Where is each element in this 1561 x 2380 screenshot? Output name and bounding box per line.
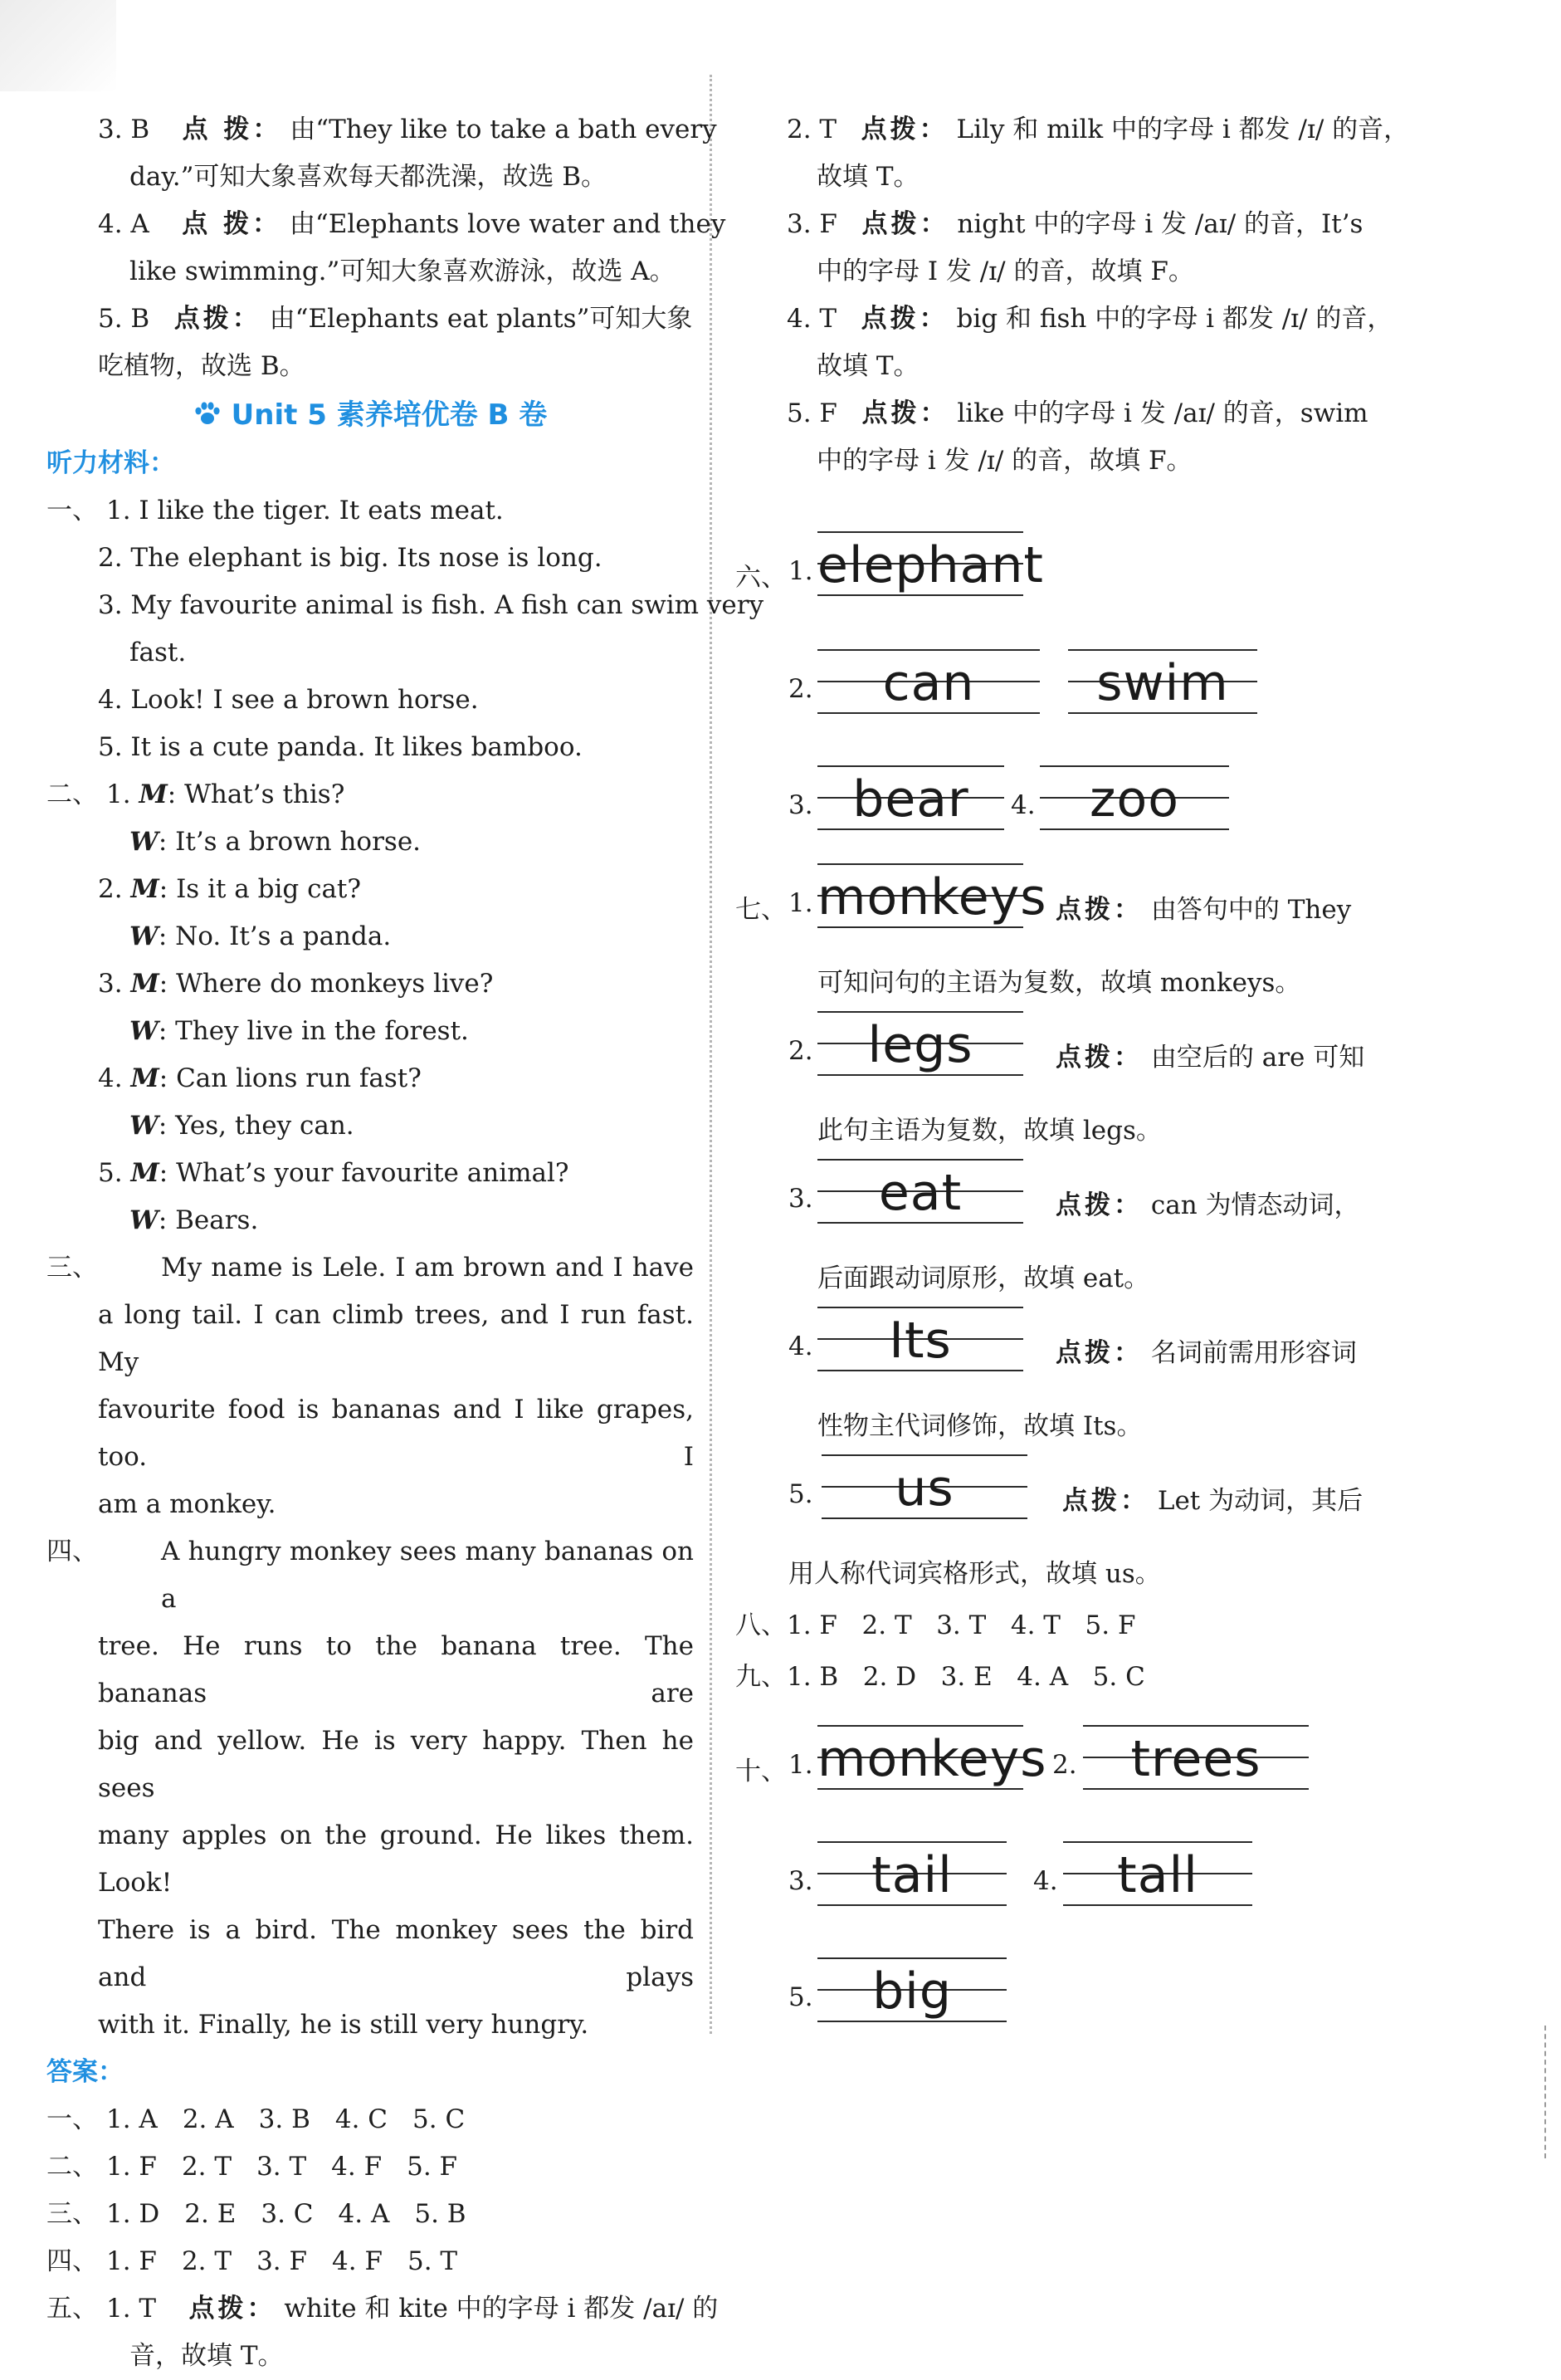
answer-line bbox=[46, 106, 717, 154]
passage-line: many apples on the ground. He likes them. Look! bbox=[98, 1820, 694, 1898]
hint-text: 由“Elephants love water and they bbox=[289, 209, 726, 239]
item-number: 1. bbox=[788, 888, 813, 918]
page-edge-mark bbox=[1544, 2026, 1551, 2158]
item-number: 3. bbox=[788, 1184, 813, 1214]
dialogue-line bbox=[46, 1102, 694, 1150]
handwritten-word: monkeys bbox=[817, 868, 1047, 926]
handwritten-word: eat bbox=[878, 1164, 963, 1222]
answer-item: 5. T bbox=[407, 2246, 458, 2276]
corner-scan-mark bbox=[0, 0, 116, 91]
answer-row-4 bbox=[46, 2238, 694, 2285]
writing-blank bbox=[817, 759, 1004, 852]
speaker-w: W bbox=[129, 1111, 159, 1141]
section-number: 三、 bbox=[46, 1253, 98, 1283]
section-title-text: Unit 5 素养培优卷 B 卷 bbox=[231, 398, 548, 432]
dialogue-line bbox=[46, 960, 694, 1008]
hint-keyword: 点拨： bbox=[188, 2294, 276, 2324]
writing-blank bbox=[817, 1951, 1007, 2044]
item-number: 1. bbox=[788, 556, 813, 586]
section-title bbox=[46, 390, 694, 440]
answer-number: 5. B bbox=[98, 304, 150, 334]
answer-item: 2. E bbox=[184, 2199, 237, 2229]
answer-line bbox=[735, 390, 1399, 437]
hint-keyword: 点拨： bbox=[1056, 895, 1143, 925]
item-number: 2. bbox=[98, 874, 123, 904]
hint-text: like 中的字母 i 发 /aɪ/ 的音，swim bbox=[957, 398, 1368, 428]
writing-blank bbox=[817, 857, 1047, 950]
writing-blank bbox=[822, 1448, 1027, 1541]
answer-item: 5. F bbox=[407, 2152, 458, 2182]
hint-keyword: 点拨： bbox=[173, 304, 261, 334]
dialogue-line bbox=[46, 1008, 694, 1055]
writing-blank bbox=[1083, 1718, 1309, 1811]
handwritten-word: trees bbox=[1130, 1730, 1261, 1788]
answer-line: day.”可知大象喜欢每天都洗澡，故选 B。 bbox=[129, 162, 607, 192]
section-1 bbox=[46, 487, 694, 535]
hint-keyword: 点拨： bbox=[1056, 1338, 1143, 1368]
passage-line: am a monkey. bbox=[98, 1489, 276, 1519]
answer-item: 1. F bbox=[787, 1610, 837, 1640]
hint-text: white 和 kite 中的字母 i 都发 /aɪ/ 的 bbox=[284, 2294, 719, 2324]
writing-blank bbox=[1063, 1835, 1252, 1928]
item-number: 3. bbox=[788, 1866, 813, 1896]
answer-item: 5. C bbox=[412, 2104, 466, 2134]
passage-line: big and yellow. He is very happy. Then he sees bbox=[98, 1726, 694, 1803]
column-divider bbox=[710, 75, 712, 2034]
listening-item: fast. bbox=[129, 638, 187, 667]
section-number: 十、 bbox=[735, 1757, 787, 1786]
item-number: 4. bbox=[788, 1332, 813, 1361]
left-column bbox=[46, 106, 764, 2380]
dialogue-text: : Can lions run fast? bbox=[159, 1063, 422, 1093]
speaker-m: M bbox=[139, 779, 168, 809]
answer-item: 4. A bbox=[338, 2199, 390, 2229]
answer-number: 2. T bbox=[787, 115, 837, 144]
answer-line bbox=[735, 296, 1399, 343]
dialogue-text: : No. It’s a panda. bbox=[158, 921, 392, 951]
answer-item: 1. D bbox=[106, 2199, 160, 2229]
item-number: 5. bbox=[788, 1982, 813, 2012]
section-number: 一、 bbox=[46, 496, 98, 525]
answer-number: 3. F bbox=[787, 209, 837, 239]
hint-keyword: 点拨： bbox=[1056, 1190, 1143, 1220]
answer-number: 4. T bbox=[787, 304, 837, 334]
section-4 bbox=[46, 1528, 694, 1623]
right-column bbox=[735, 106, 1410, 485]
paw-icon bbox=[193, 401, 222, 426]
speaker-w: W bbox=[129, 1205, 159, 1235]
handwritten-word: monkeys bbox=[817, 1730, 1047, 1788]
writing-blank bbox=[817, 643, 1040, 736]
writing-blank bbox=[817, 1718, 1047, 1811]
passage-line: tree. He runs to the banana tree. The bananas are bbox=[98, 1631, 694, 1708]
hint-line bbox=[1056, 1036, 1364, 1073]
dialogue-line bbox=[46, 913, 694, 960]
listening-label: 听力材料： bbox=[46, 448, 175, 478]
section-number: 三、 bbox=[46, 2199, 98, 2229]
section-number: 七、 bbox=[735, 895, 787, 925]
listening-item: 4. Look! I see a brown horse. bbox=[98, 685, 479, 715]
hint-keyword: 点拨： bbox=[861, 398, 949, 428]
item-number: 5. bbox=[98, 1158, 123, 1188]
answer-number: 3. B bbox=[98, 115, 150, 144]
hint-text: night 中的字母 i 发 /aɪ/ 的音，It’s bbox=[957, 209, 1363, 239]
hint-text: 用人称代词宾格形式，故填 us。 bbox=[788, 1559, 1161, 1589]
handwritten-word: big bbox=[872, 1962, 952, 2021]
hint-line bbox=[1062, 1479, 1363, 1517]
answer-line: like swimming.”可知大象喜欢游泳，故选 A。 bbox=[129, 257, 676, 286]
hint-keyword: 点 拨： bbox=[182, 115, 282, 144]
answer-number: 5. F bbox=[787, 398, 837, 428]
answer-item: 1. F bbox=[106, 2152, 157, 2182]
hint-text: big 和 fish 中的字母 i 都发 /ɪ/ 的音， bbox=[956, 304, 1393, 334]
handwritten-word: tail bbox=[871, 1846, 953, 1904]
item-number: 2. bbox=[788, 1036, 813, 1066]
passage-line: with it. Finally, he is still very hungry. bbox=[98, 2010, 589, 2040]
hint-text: Lily 和 milk 中的字母 i 都发 /ɪ/ 的音， bbox=[956, 115, 1410, 144]
hint-line bbox=[1056, 1184, 1360, 1221]
passage-line: a long tail. I can climb trees, and I run fast. My bbox=[98, 1300, 694, 1377]
listening-item: 5. It is a cute panda. It likes bamboo. bbox=[98, 732, 583, 762]
answer-item: 2. T bbox=[181, 2246, 232, 2276]
hint-keyword: 点拨： bbox=[861, 209, 949, 239]
hint-text: 音，故填 T。 bbox=[129, 2341, 284, 2371]
speaker-m: M bbox=[130, 969, 159, 999]
hint-keyword: 点拨： bbox=[1056, 1043, 1143, 1073]
answer-item: 3. T bbox=[256, 2152, 307, 2182]
writing-blank bbox=[817, 1152, 1023, 1245]
section-number: 一、 bbox=[46, 2104, 98, 2134]
dialogue-line bbox=[46, 866, 694, 913]
section-number: 五、 bbox=[46, 2294, 98, 2324]
answer-item: 3. T bbox=[936, 1610, 987, 1640]
section-number: 八、 bbox=[735, 1610, 787, 1640]
answer-line bbox=[735, 106, 1410, 154]
dialogue-text: : Bears. bbox=[158, 1205, 259, 1235]
section-3 bbox=[46, 1244, 694, 1292]
dialogue-text: : Is it a big cat? bbox=[159, 874, 362, 904]
answer-line: 吃植物，故选 B。 bbox=[98, 351, 305, 381]
handwritten-word: legs bbox=[867, 1016, 973, 1074]
writing-blank bbox=[1040, 759, 1229, 852]
item-number: 3. bbox=[98, 969, 123, 999]
hint-text: 由空后的 are 可知 bbox=[1150, 1043, 1365, 1073]
listening-item: 2. The elephant is big. Its nose is long. bbox=[98, 543, 602, 573]
item-number: 1. bbox=[788, 1750, 813, 1780]
passage-line: A hungry monkey sees many bananas on a bbox=[161, 1537, 694, 1614]
answer-line bbox=[46, 296, 694, 343]
listening-item: 1. I like the tiger. It eats meat. bbox=[106, 496, 504, 525]
hint-text: 故填 T。 bbox=[817, 162, 920, 192]
dialogue-text: : Yes, they can. bbox=[158, 1111, 354, 1141]
section-number: 二、 bbox=[46, 2152, 98, 2182]
item-number: 2. bbox=[788, 674, 813, 704]
answer-item: 1. A bbox=[106, 2104, 158, 2134]
dialogue-text: : What’s your favourite animal? bbox=[159, 1158, 569, 1188]
answer-item: 5. B bbox=[414, 2199, 466, 2229]
answer-row-2 bbox=[46, 2143, 694, 2191]
dialogue-text: : Where do monkeys live? bbox=[159, 969, 494, 999]
answer-row-3 bbox=[46, 2191, 694, 2238]
handwritten-word: swim bbox=[1096, 654, 1229, 712]
speaker-w: W bbox=[129, 1016, 159, 1046]
answer-line bbox=[46, 201, 726, 248]
answer-item: 5. C bbox=[1092, 1662, 1145, 1692]
answer-item: 4. F bbox=[331, 2152, 383, 2182]
item-number: 1. bbox=[106, 779, 131, 809]
hint-text: 由答句中的 They bbox=[1150, 895, 1352, 925]
hint-text: 可知问句的主语为复数，故填 monkeys。 bbox=[817, 968, 1301, 998]
section-2 bbox=[46, 771, 694, 819]
item-number: 4. bbox=[1011, 790, 1036, 820]
section-number: 四、 bbox=[46, 1537, 98, 1566]
hint-text: 名词前需用形容词 bbox=[1150, 1338, 1357, 1368]
dialogue-line bbox=[46, 1055, 694, 1102]
handwritten-word: elephant bbox=[817, 536, 1044, 594]
handwritten-word: bear bbox=[852, 770, 969, 828]
hint-text: 性物主代词修饰，故填 Its。 bbox=[817, 1411, 1143, 1441]
writing-blank bbox=[1068, 643, 1257, 736]
handwritten-word: zoo bbox=[1090, 770, 1179, 828]
hint-text: can 为情态动词， bbox=[1150, 1190, 1360, 1220]
item-number: 3. bbox=[788, 790, 813, 820]
answer-item: 3. B bbox=[258, 2104, 310, 2134]
answer-row-8 bbox=[735, 1604, 1135, 1641]
dialogue-text: : They live in the forest. bbox=[158, 1016, 469, 1046]
section-number: 九、 bbox=[735, 1662, 787, 1692]
dialogue-line bbox=[46, 1150, 694, 1197]
hint-keyword: 点拨： bbox=[1062, 1486, 1149, 1516]
section-number: 二、 bbox=[46, 779, 98, 809]
hint-keyword: 点拨： bbox=[861, 115, 949, 144]
hint-text: 由“They like to take a bath every bbox=[290, 115, 717, 144]
writing-blank bbox=[817, 1004, 1023, 1097]
answer-item: 4. F bbox=[332, 2246, 383, 2276]
answer-item: 2. T bbox=[861, 1610, 912, 1640]
speaker-w: W bbox=[129, 827, 159, 857]
hint-text: 中的字母 i 发 /ɪ/ 的音，故填 F。 bbox=[817, 446, 1193, 476]
hint-text: 此句主语为复数，故填 legs。 bbox=[817, 1116, 1162, 1146]
dialogue-line bbox=[46, 1197, 694, 1244]
hint-text: 后面跟动词原形，故填 eat。 bbox=[817, 1263, 1150, 1293]
answer-item: 2. A bbox=[182, 2104, 234, 2134]
answer-number: 1. T bbox=[106, 2294, 157, 2324]
answer-row-1 bbox=[46, 2096, 694, 2143]
speaker-m: M bbox=[130, 874, 159, 904]
answer-item: 5. F bbox=[1085, 1610, 1136, 1640]
item-number: 2. bbox=[1052, 1750, 1077, 1780]
listening-item: 3. My favourite animal is fish. A fish can swim very bbox=[98, 590, 764, 620]
section-number: 四、 bbox=[46, 2246, 98, 2276]
handwritten-word: tall bbox=[1117, 1846, 1198, 1904]
answer-item: 2. T bbox=[181, 2152, 232, 2182]
dialogue-line bbox=[46, 819, 694, 866]
hint-line bbox=[1056, 888, 1351, 926]
hint-keyword: 点拨： bbox=[861, 304, 949, 334]
hint-line bbox=[1056, 1332, 1357, 1369]
speaker-w: W bbox=[129, 921, 159, 951]
passage-line: There is a bird. The monkey sees the bird and plays bbox=[98, 1915, 694, 1992]
answer-item: 2. D bbox=[862, 1662, 917, 1692]
dialogue-text: : It’s a brown horse. bbox=[158, 827, 422, 857]
answer-row-9 bbox=[735, 1655, 1145, 1693]
answer-item: 4. C bbox=[334, 2104, 388, 2134]
handwritten-word: us bbox=[895, 1459, 954, 1517]
answer-item: 3. E bbox=[940, 1662, 993, 1692]
speaker-m: M bbox=[130, 1158, 159, 1188]
hint-text: 由“Elephants eat plants”可知大象 bbox=[269, 304, 693, 334]
writing-blank bbox=[817, 525, 1044, 618]
item-number: 4. bbox=[1033, 1866, 1058, 1896]
passage-line: My name is Lele. I am brown and I have bbox=[161, 1253, 694, 1283]
answer-item: 4. T bbox=[1010, 1610, 1061, 1640]
item-number: 5. bbox=[788, 1479, 813, 1509]
speaker-m: M bbox=[130, 1063, 159, 1093]
answer-number: 4. A bbox=[98, 209, 149, 239]
hint-text: 故填 T。 bbox=[817, 351, 920, 381]
answer-label: 答案： bbox=[46, 2057, 124, 2087]
passage-line: favourite food is bananas and I like grapes, too. I bbox=[98, 1395, 694, 1472]
answer-item: 1. F bbox=[106, 2246, 157, 2276]
writing-blank bbox=[817, 1300, 1023, 1393]
hint-text: 中的字母 I 发 /ɪ/ 的音，故填 F。 bbox=[817, 257, 1194, 286]
writing-blank bbox=[817, 1835, 1007, 1928]
answer-item: 3. F bbox=[256, 2246, 308, 2276]
section-number: 六、 bbox=[735, 563, 787, 593]
answer-item: 1. B bbox=[787, 1662, 839, 1692]
answer-item: 3. C bbox=[261, 2199, 314, 2229]
hint-keyword: 点 拨： bbox=[182, 209, 282, 239]
answer-line bbox=[735, 201, 1399, 248]
answer-item: 4. A bbox=[1017, 1662, 1069, 1692]
item-number: 4. bbox=[98, 1063, 123, 1093]
handwritten-word: Its bbox=[889, 1312, 952, 1370]
answer-row-5 bbox=[46, 2285, 719, 2333]
hint-text: Let 为动词，其后 bbox=[1157, 1486, 1363, 1516]
dialogue-text: : What’s this? bbox=[167, 779, 345, 809]
handwritten-word: can bbox=[882, 654, 975, 712]
